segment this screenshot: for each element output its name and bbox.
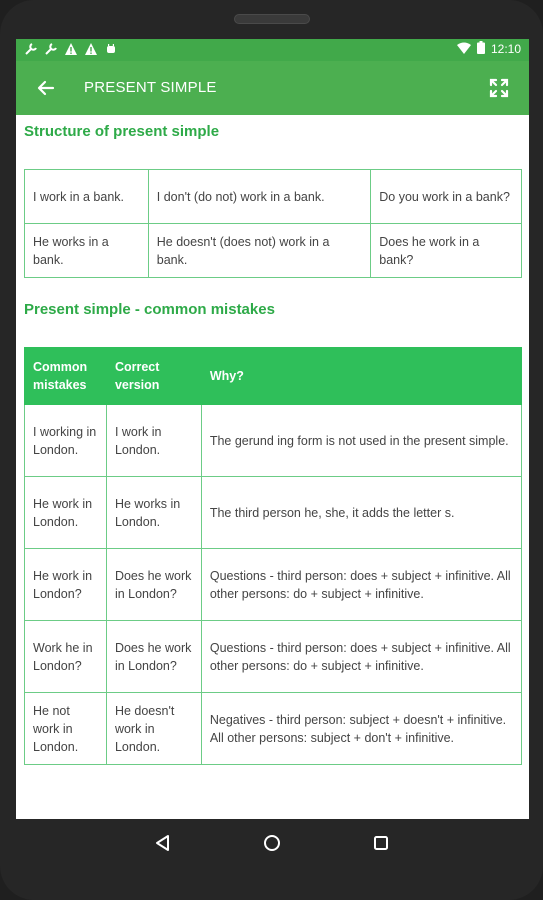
app-bar: [16, 61, 529, 115]
column-header: Correct version: [106, 348, 201, 405]
table-cell: Negatives - third person: subject + doesn't + infinitive. All other persons: subject + don't + infinitive.: [201, 693, 521, 765]
wrench-icon: [24, 42, 38, 56]
table-row: [25, 549, 522, 621]
section-heading-structure: Structure of present simple: [24, 123, 220, 140]
column-header: Common mistakes: [25, 348, 107, 405]
warning-icon: [84, 42, 98, 56]
table-row: [25, 405, 522, 477]
section-heading-mistakes: Present simple - common mistakes: [24, 301, 275, 318]
table-cell: I don't (do not) work in a bank.: [148, 170, 371, 224]
table-cell: The gerund ing form is not used in the present simple.: [201, 405, 521, 477]
table-cell: Does he work in London?: [106, 549, 201, 621]
mistakes-table: [24, 347, 522, 765]
wifi-icon: [457, 42, 471, 57]
table-row: [25, 477, 522, 549]
table-cell: I work in a bank.: [25, 170, 149, 224]
fullscreen-icon[interactable]: [487, 76, 511, 100]
status-bar: [16, 39, 529, 61]
table-cell: Work he in London?: [25, 621, 107, 693]
table-cell: I working in London.: [25, 405, 107, 477]
table-cell: Does he work in London?: [106, 621, 201, 693]
structure-table: [24, 169, 522, 278]
table-cell: Do you work in a bank?: [371, 170, 522, 224]
nav-home-icon[interactable]: [262, 833, 282, 853]
table-cell: The third person he, she, it adds the letter s.: [201, 477, 521, 549]
battery-icon: [477, 41, 485, 57]
table-row: [25, 224, 522, 278]
table-row: [25, 693, 522, 765]
table-cell: Questions - third person: does + subject + infinitive. All other persons: do + subject + infinitive.: [201, 621, 521, 693]
wrench-icon: [44, 42, 58, 56]
table-row: [25, 170, 522, 224]
table-header-row: [25, 348, 522, 405]
table-cell: He doesn't work in London.: [106, 693, 201, 765]
table-cell: I work in London.: [106, 405, 201, 477]
table-cell: He work in London?: [25, 549, 107, 621]
table-row: [25, 621, 522, 693]
arrow-back-icon[interactable]: [34, 76, 58, 100]
table-cell: Does he work in a bank?: [371, 224, 522, 278]
table-cell: He works in a bank.: [25, 224, 149, 278]
navigation-bar: [0, 819, 543, 900]
android-icon: [104, 42, 118, 56]
screen: [16, 39, 529, 819]
page-title: PRESENT SIMPLE: [84, 79, 217, 96]
nav-recents-icon[interactable]: [371, 833, 391, 853]
table-cell: He works in London.: [106, 477, 201, 549]
column-header: Why?: [201, 348, 521, 405]
table-cell: He not work in London.: [25, 693, 107, 765]
table-cell: Questions - third person: does + subject + infinitive. All other persons: do + subject + infinitive.: [201, 549, 521, 621]
table-cell: He work in London.: [25, 477, 107, 549]
warning-icon: [64, 42, 78, 56]
table-cell: He doesn't (does not) work in a bank.: [148, 224, 371, 278]
content-area: [16, 115, 529, 819]
status-time: 12:10: [490, 42, 521, 56]
nav-back-icon[interactable]: [153, 833, 173, 853]
speaker-grille: [234, 14, 310, 24]
